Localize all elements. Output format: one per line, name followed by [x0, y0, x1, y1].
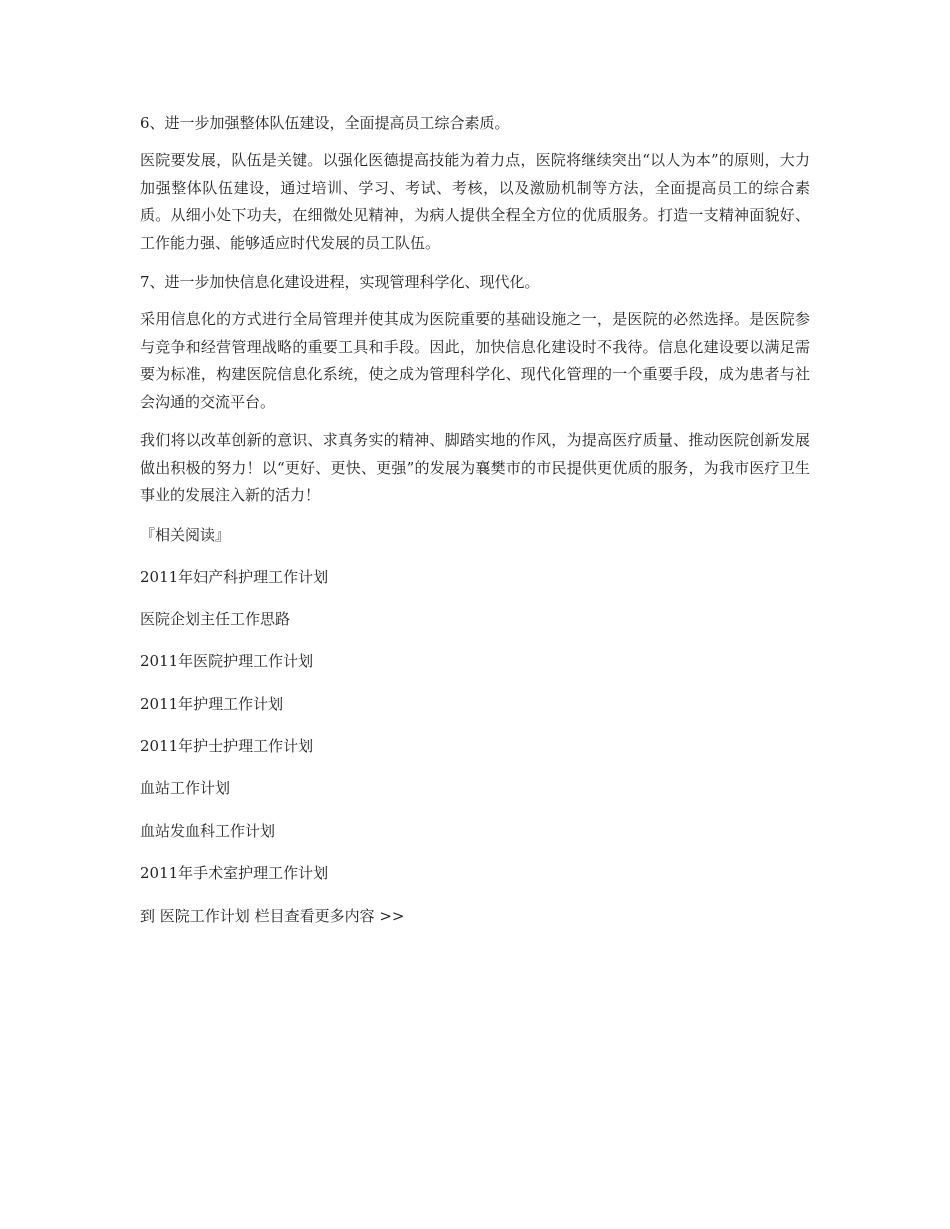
related-link-6[interactable]: 血站工作计划	[140, 779, 231, 798]
related-link-5[interactable]: 2011年护士护理工作计划	[140, 737, 314, 756]
section-6-paragraph: 医院要发展，队伍是关键。以强化医德提高技能为着力点，医院将继续突出“以人为本”的原则，大力加强整体队伍建设，通过培训、学习、考试、考核，以及激励机制等方法，全面提高员工的综合素质。从细小处下功夫，在细微处见精神，为病人提供全程全方位的优质服务。打造一支精神面貌好、工作能力强、能够适应时代发展的员工队伍。	[140, 151, 810, 252]
section-7-paragraph: 采用信息化的方式进行全局管理并使其成为医院重要的基础设施之一，是医院的必然选择。是医院参与竞争和经营管理战略的重要工具和手段。因此，加快信息化建设时不我待。信息化建设要以满足需要为标准，构建医院信息化系统，使之成为管理科学化、现代化管理的一个重要手段，成为患者与社会沟通的交流平台。	[140, 310, 810, 411]
related-link-3[interactable]: 2011年医院护理工作计划	[140, 652, 314, 671]
section-6-heading: 6、进一步加强整体队伍建设，全面提高员工综合素质。	[140, 114, 510, 132]
more-content-line	[140, 902, 810, 930]
related-reading-list	[140, 563, 810, 888]
document-body	[140, 109, 810, 930]
section-7-heading: 7、进一步加快信息化建设进程，实现管理科学化、现代化。	[140, 273, 540, 291]
more-suffix: 栏目查看更多内容 >>	[249, 906, 405, 925]
related-link-1[interactable]: 2011年妇产科护理工作计划	[140, 567, 329, 586]
related-link-7[interactable]: 血站发血科工作计划	[140, 821, 276, 840]
related-link-2[interactable]: 医院企划主任工作思路	[140, 609, 291, 628]
closing-paragraph: 我们将以改革创新的意识、求真务实的精神、脚踏实地的作风，为提高医疗质量、推动医院创新发展做出积极的努力！以“更好、更快、更强”的发展为襄樊市的市民提供更优质的服务，为我市医疗卫生事业的发展注入新的活力！	[140, 431, 810, 504]
more-prefix: 到	[140, 906, 160, 925]
related-reading-title: 『相关阅读』	[140, 525, 231, 544]
category-link[interactable]: 医院工作计划	[159, 906, 250, 925]
related-link-4[interactable]: 2011年护理工作计划	[140, 694, 284, 713]
related-link-8[interactable]: 2011年手术室护理工作计划	[140, 864, 329, 883]
